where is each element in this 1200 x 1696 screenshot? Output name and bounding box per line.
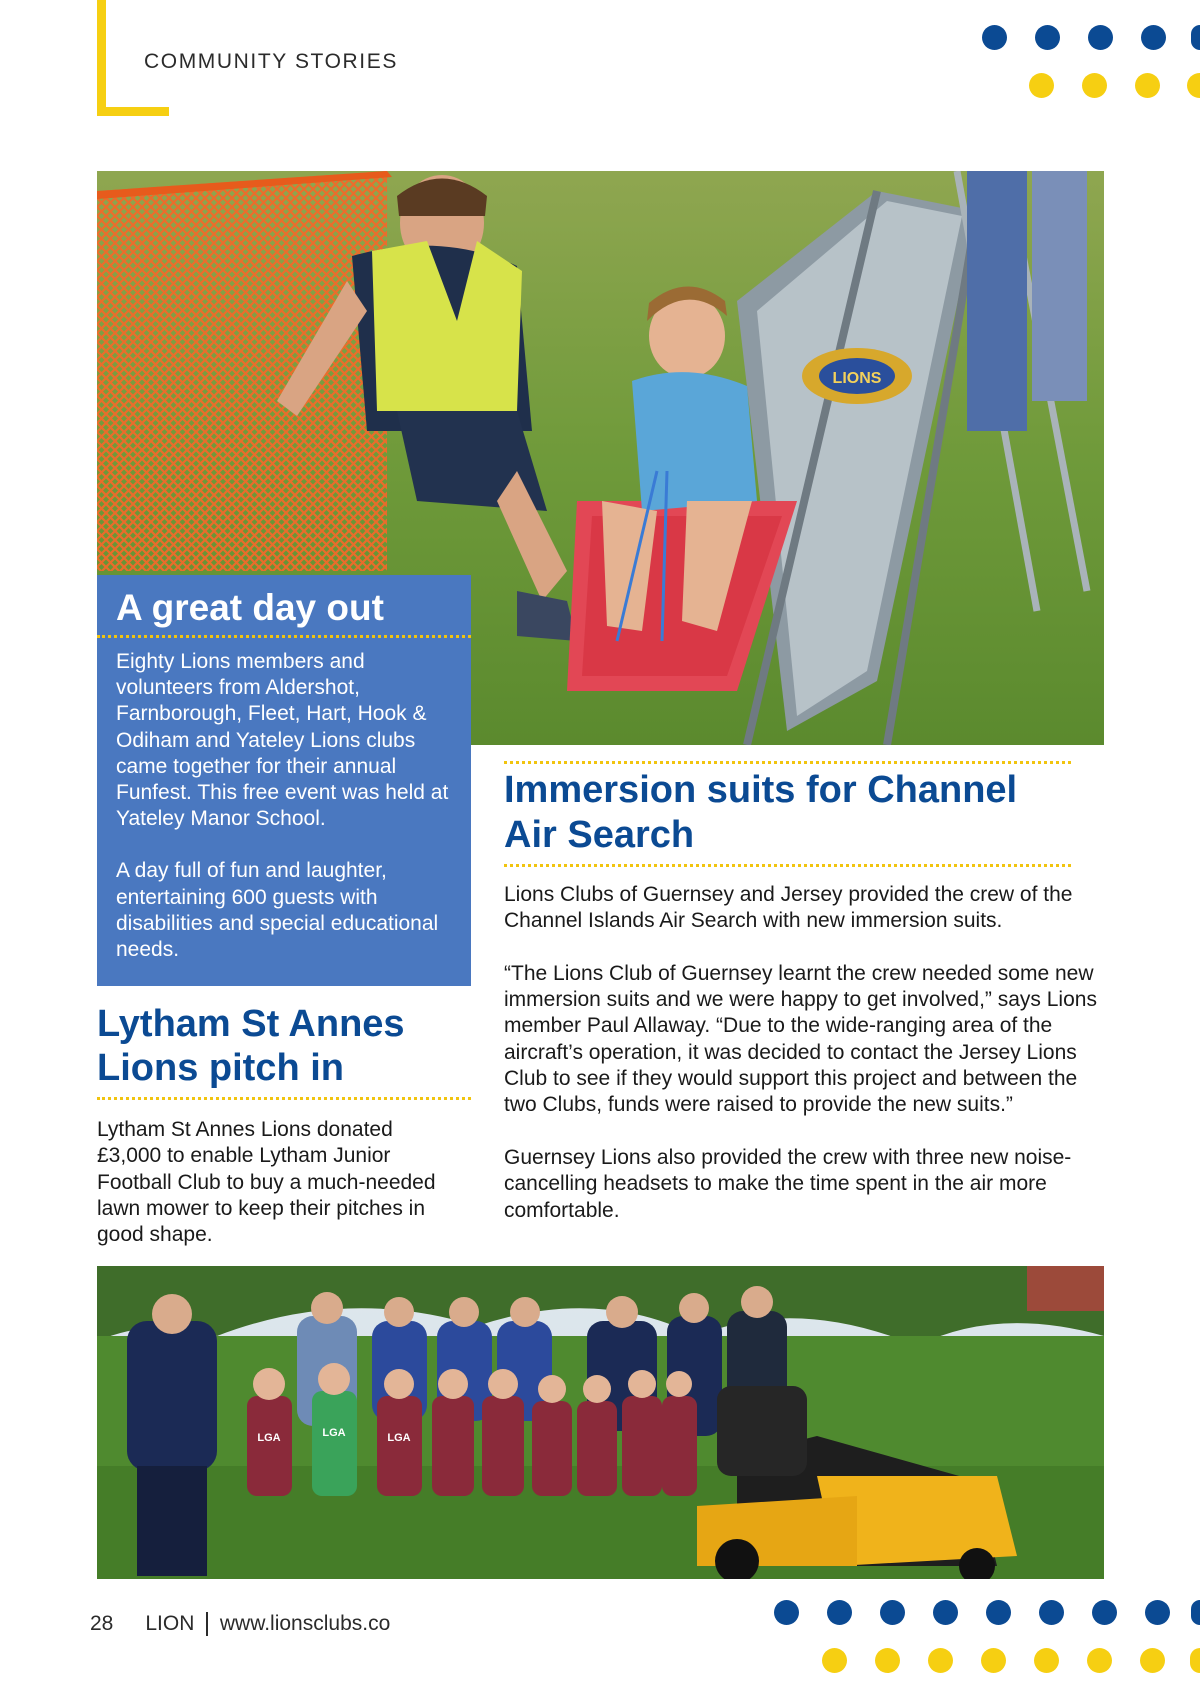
funfest-paragraph-1: Eighty Lions members and volunteers from Aldershot, Farnborough, Fleet, Hart, Hook & Odiham and Yateley Lions clubs came together for their annual Funfest. This free event was held at Yateley Manor School. xyxy=(116,650,449,831)
channel-title-line-1: Immersion suits for Channel xyxy=(504,769,1018,811)
channel-paragraph-3: Guernsey Lions also provided the crew with three new noise-cancelling headsets to make the time spent in the air more comfortable. xyxy=(504,1145,1072,1222)
channel-paragraph-2: “The Lions Club of Guernsey learnt the crew needed some new immersion suits and we were happy to get involved,” says Lions member Paul Allaway. “Due to the wide-ranging area of the aircraft’s operation, it was decided to contact the Jersey Lions Club to see if they would support this project and between the two Clubs, funds were raised to provide the new suits.” xyxy=(504,961,1097,1117)
football-club-photo xyxy=(97,1266,1104,1579)
lytham-paragraph: Lytham St Annes Lions donated £3,000 to enable Lytham Junior Football Club to buy a much-needed lawn mower to keep their pitches in good shape. xyxy=(97,1118,436,1247)
magazine-name: LION xyxy=(145,1612,195,1635)
footer-separator xyxy=(206,1612,208,1636)
website-link[interactable]: www.lionsclubs.co xyxy=(219,1612,391,1635)
channel-title-line-2: Air Search xyxy=(504,814,695,856)
channel-title xyxy=(504,768,1064,858)
lytham-title-line-2: Lions pitch in xyxy=(97,1047,344,1089)
svg-text:LGA: LGA xyxy=(322,1427,346,1439)
corner-accent-vertical xyxy=(97,0,106,116)
svg-text:LIONS: LIONS xyxy=(832,370,882,387)
lytham-body xyxy=(97,1117,457,1248)
funfest-paragraph-2: A day full of fun and laughter, entertaining 600 guests with disabilities and special educational needs. xyxy=(116,859,439,962)
section-label: COMMUNITY STORIES xyxy=(144,50,398,73)
channel-paragraph-1: Lions Clubs of Guernsey and Jersey provided the crew of the Channel Islands Air Search with new immersion suits. xyxy=(504,883,1073,933)
page-number: 28 xyxy=(90,1612,114,1635)
svg-text:LGA: LGA xyxy=(387,1432,411,1444)
lytham-title-line-1: Lytham St Annes xyxy=(97,1003,405,1045)
svg-text:LGA: LGA xyxy=(257,1432,281,1444)
corner-accent-horizontal xyxy=(97,107,169,116)
lytham-divider xyxy=(97,1097,471,1100)
channel-divider-bottom xyxy=(504,864,1071,867)
funfest-title: A great day out xyxy=(116,587,384,628)
funfest-divider xyxy=(97,635,471,638)
funfest-story-box xyxy=(97,575,471,986)
footer xyxy=(90,1612,390,1636)
channel-body xyxy=(504,882,1104,1250)
funfest-body xyxy=(116,649,461,989)
lytham-title xyxy=(97,1002,477,1090)
channel-divider-top xyxy=(504,761,1071,764)
